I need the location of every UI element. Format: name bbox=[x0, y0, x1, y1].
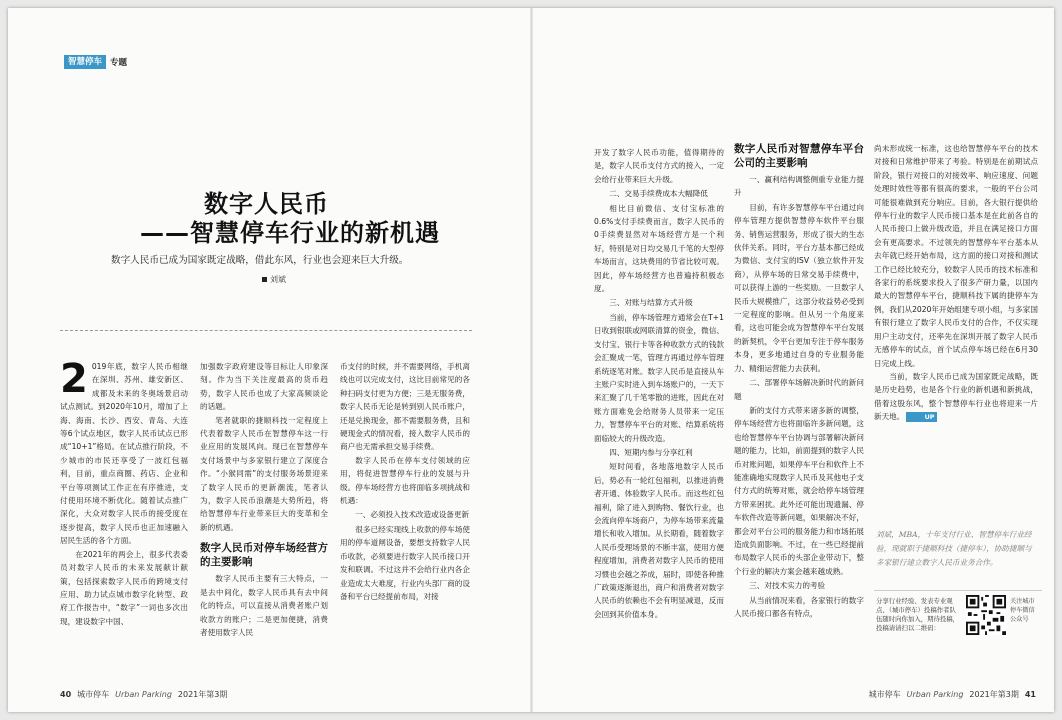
paragraph: 2 019年底，数字人民币相继在深圳、苏州、雄安新区、成都及未来的冬奥场景启动试点测试。到2020年10月，增加了上海、海南、长沙、西安、青岛、大连等6个试点地区，数字人民币试点已形成“10+1”格局。在试点推行阶段，不少城市的市民还享受了一波红包福利，目前，重点商圈、药店、企业和平台等项测试工作正在有序推进，支付使用环境不断优化。随着试点推广深化，大众对数字人民币的接受度在逐步提高，数字人民币也正加速融入居民生活的各个方面。 bbox=[60, 360, 188, 546]
journal-issue: 2021年第3期 bbox=[177, 690, 228, 699]
section-label: 专题 bbox=[110, 58, 128, 68]
title-divider bbox=[60, 330, 472, 331]
submission-ad bbox=[874, 590, 1042, 656]
text-column-6 bbox=[874, 142, 1038, 520]
footer-right bbox=[869, 689, 1036, 700]
author-bio: 刘斌，MBA，十年支付行业、智慧停车行业经验，现就职于捷顺科技（捷停车），协助捷顺与多家银行建立数字人民币业务合作。 bbox=[876, 530, 1032, 567]
end-mark: UP bbox=[906, 412, 937, 422]
article-title-line1: 数字人民币 bbox=[204, 190, 329, 218]
sub-heading: 二、部署停车场解决新时代的新问题 bbox=[734, 378, 864, 401]
paragraph: 开发了数字人民币功能，值得期待的是，数字人民币支付方式的接入，一定会给行业带来巨大升级。 bbox=[594, 148, 724, 184]
paragraph: 相比目前微信、支付宝标准的0.6%支付手续费而言，数字人民币的0手续费显然对车场经营方是一个利好，特别是对日均交易几千笔的大型停车场而言，这块费用的节省比较可观。因此，停车场经营方也普遍持积极态度。 bbox=[594, 203, 724, 294]
paragraph: 很多已经实现线上收款的停车场使用的停车道闸设备，要想支持数字人民币收款，必须要进行数字人民币接口开发和联调。不过这并不会给行业内各企业造成太大难度，行业内头部厂商的设备和平台已经提前布局，对接 bbox=[340, 524, 470, 601]
sub-heading: 二、交易手续费成本大幅降低 bbox=[609, 189, 708, 199]
ad-text: 分享行业经验、发表专业观点、（城市停车）投稿作者队伍随时向你加入，期待投稿，投稿请请扫以二维码： bbox=[876, 597, 960, 632]
article-author bbox=[262, 274, 286, 285]
section-heading: 数字人民币对智慧停车平台公司的主要影响 bbox=[734, 143, 864, 169]
journal-name-en: Urban Parking bbox=[115, 690, 172, 699]
paragraph: 新的支付方式带来诸多新的调整，停车场经营方也将面临许多新问题，这也给智慧停车平台协调与部署解决新问题的能力，比如，前面提到的数字人民币对账问题，如果停车平台和软件上不能准确地实现数字人民币及其他电子支付方式的统筹对账，就会给停车场管理方带来困扰。此外还可能出现遗漏、停车软件改造等新问题，如果解决不好，都会对平台公司的服务能力和市场拓展造成负面影响。不过，在一些已经提前布局数字人民币的头部企业带动下，整个行业的解决方案会越来越成熟。 bbox=[734, 405, 864, 576]
text-column-5 bbox=[734, 142, 864, 682]
paragraph: 当前，数字人民币已成为国家既定战略，既是历史趋势，也是各个行业的新机遇和新挑战，借着这股东风，整个智慧停车行业也将迎来一片新天地。 UP bbox=[874, 371, 1038, 422]
page-gutter bbox=[530, 8, 533, 712]
article-title-line2: ——智慧停车行业的新机遇 bbox=[140, 219, 440, 247]
sub-heading: 一、必须投入技术改造或设备更新 bbox=[355, 510, 470, 520]
sub-heading: 一、赢利结构调整侧重专业能力提升 bbox=[734, 175, 864, 198]
paragraph: 尚未形成统一标准，这也给智慧停车平台的技术对接和日常维护带来了考验。特别是在前期试点阶段，银行对接口的对接效率、响应速度、问题处理时效性等都有很高的要求，一般的平台公司可能很难做到充分响应。目前，各大银行提供给停车行业的数字人民币接口基本是在此前各自的人民币接口上做升级改造，并且在满足接口方面会有更高要求。不过领先的智慧停车平台基本从去年就已经开始布局，这方面的接口对接和测试工作已经比较充分，较数字人民币的技术标准和各家行的系统要求投入了很多产研力量，以国内最大的智慧停车平台，捷顺科技下属的捷停车为例，我们从2020年开始组建专项小组，与多家国有银行建立了数字人民币支付的合作，不仅实现用户主动支付，还率先在深圳开展了数字人民币无感停车的试点，首个试点停车场已经在6月30日完成上线。 bbox=[874, 144, 1038, 368]
drop-cap: 2 bbox=[60, 360, 88, 402]
section-heading: 数字人民币对停车场经营方的主要影响 bbox=[200, 542, 328, 569]
wechat-label: 关注城市停车微信公众号 bbox=[1010, 598, 1035, 623]
section-tag: 智慧停车 bbox=[64, 55, 106, 69]
paragraph: 笔者就职的捷顺科技一定程度上代表着数字人民币在智慧停车这一行业应用的发展风向。现已在智慧停车支付场景中与多家银行建立了深度合作。“小猴同需”的支付服务场景迎来了数字人民币的更新潮流，笔者认为，数字人民币浪潮是大势所趋，将给智慧停车行业带来巨大的变革和全新的机遇。 bbox=[200, 415, 328, 532]
journal-name: 城市停车 bbox=[868, 690, 901, 699]
text-column-1 bbox=[60, 360, 188, 680]
journal-issue: 2021年第3期 bbox=[969, 690, 1019, 699]
paragraph: 短时间看，各地落地数字人民币后，势必有一轮红包福利，以推进消费者开通、体验数字人民币。而这些红包福利，除了进入到购物、餐饮行业，也会流向停车场商户，为停车场带来流量增长和收入增加。从长期看，随着数字人民币受理场景的不断丰富，使用方便程度增加，消费者对数字人民币的使用习惯也会越之养成，届时，即使各种推广政策逐渐退出，商户和消费者对数字人民币的依赖也不会有明显减退，反而会回到其价值本身。 bbox=[594, 462, 724, 619]
text-column-3 bbox=[340, 360, 470, 680]
qr-code-icon[interactable] bbox=[966, 595, 1006, 635]
sub-heading: 三、对技术实力的考验 bbox=[749, 581, 826, 591]
section-header bbox=[64, 55, 127, 69]
paragraph: 从当前情况来看，各家银行的数字人民币接口都各有特点， bbox=[734, 595, 864, 618]
paragraph: 加强数字政府建设等目标让人印象深刻。作为当下关注度最高的货币趋势，数字人民币也成了大家高频谈论的话题。 bbox=[200, 362, 328, 412]
author-name: 刘斌 bbox=[270, 275, 286, 284]
journal-name: 城市停车 bbox=[77, 690, 110, 699]
paragraph: 数字人民币主要有三大特点，一是去中间化，数字人民币具有去中间化的特点，可以直接从消费者账户划收款方的账户；二是更加便捷，消费者使用数字人民 bbox=[200, 574, 328, 637]
paragraph: 目前，有许多智慧停车平台通过向停车管理方提供智慧停车软件平台服务、销售运营服务，形成了很大的生态伙伴关系。同时，平台方基本都已经成为微信、支付宝的ISV（独立软件开发商），从停车场的日常交易手续费中，可以获得上游的一些奖励。一旦数字人民币大规模推广，这部分收益势必受到一定程度的影响。但从另一个角度来看，这也可能会成为智慧停车平台发展的新契机，令平台更加专注于停车服务本身，更多地通过自身的专业服务能力、精细运营能力去获利。 bbox=[734, 202, 864, 373]
paragraph: 在2021年的两会上，很多代表委员对数字人民币的未来发展献计献策，包括探索数字人民币的跨境支付应用、助力试点城市数字化转型、政府工作报告中，“数字”一词也多次出现，建设数字中国、 bbox=[60, 549, 188, 626]
journal-name-en: Urban Parking bbox=[906, 690, 964, 699]
paragraph: 数字人民币在停车支付领域的应用，将促进智慧停车行业的发展与升级。停车场经营方也将面临多项挑战和机遇： bbox=[340, 455, 470, 506]
footer-left bbox=[60, 689, 227, 700]
text-column-4 bbox=[594, 146, 724, 682]
page-number-right: 41 bbox=[1024, 690, 1036, 699]
paragraph: 币支付的时候，并不需要网络，手机离线也可以完成支付，这比目前常见的各种扫码支付更为方便；三是无服务费，数字人民币无论是转到别人民币账户，还是兑换现金，都不需要服务费，且和硬现金式的情况看，接入数字人民币的商户也无需承担交易手续费。 bbox=[340, 362, 470, 452]
magazine-spread bbox=[8, 8, 1054, 712]
sub-heading: 三、对账与结算方式升级 bbox=[609, 298, 693, 308]
page-number-left: 40 bbox=[60, 690, 72, 699]
article-lead: 数字人民币已成为国家既定战略，借此东风，行业也会迎来巨大升级。 bbox=[111, 255, 409, 266]
sub-heading: 四、短期内参与分享红利 bbox=[609, 447, 693, 457]
paragraph: 当前，停车场管理方通常会在T+1日收到银联或网联清算的资金，微信、支付宝、银行卡等各种收款方式的钱款会汇聚成一笔，管理方再通过停车管理系统逐笔对账。数字人民币是直接从车主账户实时进入到车场账户的，一天下来汇聚了几千笔零散的进账，因此在对账方面难免会给财务人员带来一定压力，智慧停车平台的对账、结算系统将面临较大的升级改造。 bbox=[594, 312, 724, 443]
author-bullet-icon bbox=[262, 277, 267, 282]
text-column-2 bbox=[200, 360, 328, 680]
